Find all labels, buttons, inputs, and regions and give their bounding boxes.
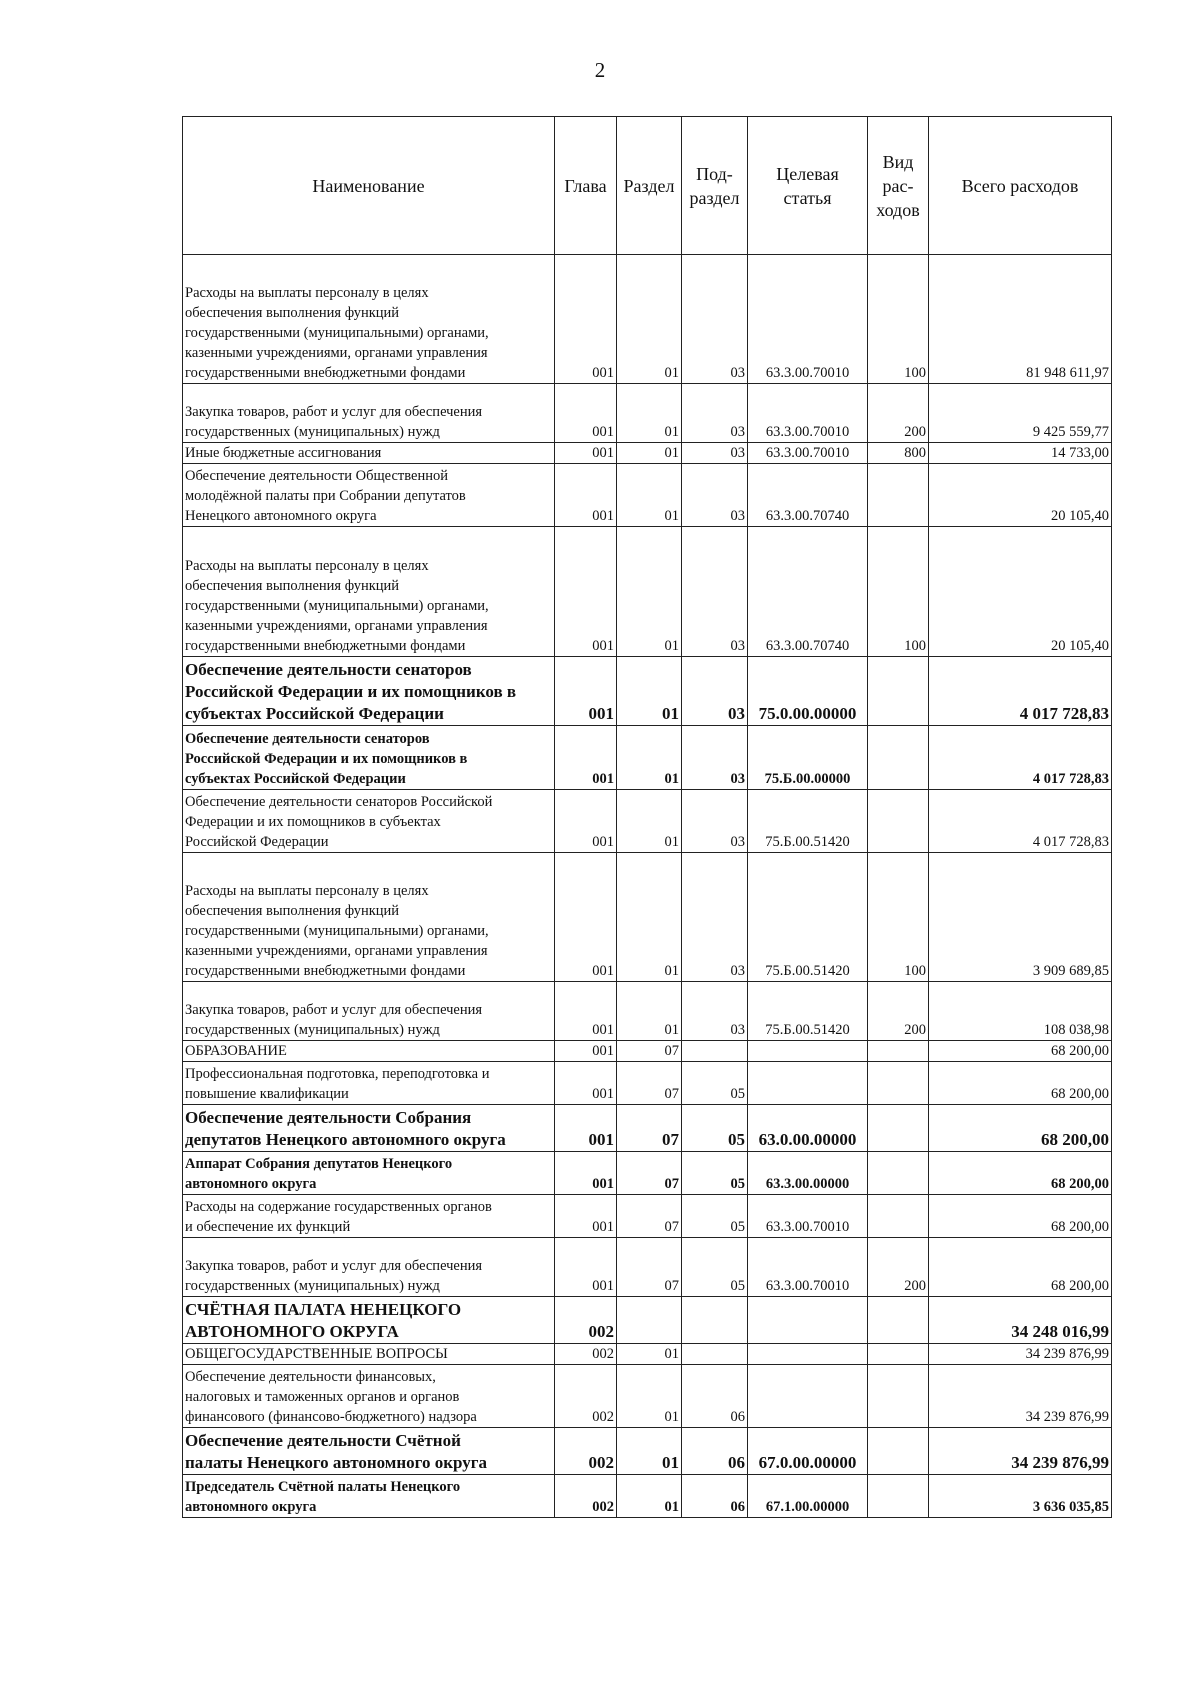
table-row: [183, 1344, 1112, 1365]
row-podrazdel: [682, 1344, 748, 1365]
row-glava: 001: [555, 464, 617, 527]
table-row: [183, 982, 1112, 1041]
row-glava: 001: [555, 853, 617, 982]
row-vid: [868, 790, 929, 853]
table-row: [183, 1152, 1112, 1195]
row-total: 68 200,00: [929, 1041, 1112, 1062]
row-name: ОБРАЗОВАНИЕ: [183, 1041, 555, 1062]
row-total: 14 733,00: [929, 443, 1112, 464]
row-razdel: 01: [617, 384, 682, 443]
row-vid: [868, 726, 929, 790]
row-razdel: 07: [617, 1195, 682, 1238]
row-vid: 100: [868, 853, 929, 982]
row-name: Обеспечение деятельности финансовых, налоговых и таможенных органов и органов финансового (финансово-бюджетного) надзора: [183, 1365, 555, 1428]
row-podrazdel: 05: [682, 1195, 748, 1238]
row-total: 34 239 876,99: [929, 1344, 1112, 1365]
table-row: [183, 1062, 1112, 1105]
table-row: [183, 657, 1112, 726]
row-statya: 63.3.00.00000: [748, 1152, 868, 1195]
table-row: [183, 255, 1112, 384]
row-glava: 001: [555, 657, 617, 726]
row-name: Расходы на выплаты персоналу в целях обеспечения выполнения функций государственными (муниципальными) органами, казенными учреждениями, органами управления государственными внебюджетными фондами: [183, 527, 555, 657]
row-razdel: 07: [617, 1238, 682, 1297]
row-glava: 001: [555, 982, 617, 1041]
row-glava: 001: [555, 1105, 617, 1152]
row-glava: 002: [555, 1475, 617, 1518]
header-statya: Целевая статья: [748, 117, 868, 255]
row-statya: 63.0.00.00000: [748, 1105, 868, 1152]
row-statya: 63.3.00.70740: [748, 464, 868, 527]
row-podrazdel: 03: [682, 982, 748, 1041]
row-podrazdel: 06: [682, 1428, 748, 1475]
row-statya: 67.0.00.00000: [748, 1428, 868, 1475]
row-statya: 75.Б.00.51420: [748, 853, 868, 982]
row-total: 34 239 876,99: [929, 1428, 1112, 1475]
table-row: [183, 1105, 1112, 1152]
row-razdel: 01: [617, 527, 682, 657]
row-statya: [748, 1062, 868, 1105]
row-podrazdel: 03: [682, 527, 748, 657]
row-statya: [748, 1365, 868, 1428]
row-glava: 001: [555, 1062, 617, 1105]
row-podrazdel: [682, 1041, 748, 1062]
row-total: 68 200,00: [929, 1152, 1112, 1195]
row-total: 4 017 728,83: [929, 790, 1112, 853]
row-name: СЧЁТНАЯ ПАЛАТА НЕНЕЦКОГО АВТОНОМНОГО ОКРУГА: [183, 1297, 555, 1344]
row-name: Председатель Счётной палаты Ненецкого автономного округа: [183, 1475, 555, 1518]
row-name: Закупка товаров, работ и услуг для обеспечения государственных (муниципальных) нужд: [183, 1238, 555, 1297]
row-vid: [868, 1428, 929, 1475]
budget-table: [182, 116, 1112, 1518]
row-podrazdel: 05: [682, 1152, 748, 1195]
row-vid: [868, 1475, 929, 1518]
row-name: Обеспечение деятельности Собрания депутатов Ненецкого автономного округа: [183, 1105, 555, 1152]
row-glava: 002: [555, 1344, 617, 1365]
row-vid: [868, 1152, 929, 1195]
row-total: 68 200,00: [929, 1238, 1112, 1297]
row-vid: [868, 1062, 929, 1105]
header-vid: Вид рас- ходов: [868, 117, 929, 255]
header-glava: Глава: [555, 117, 617, 255]
table-body: [183, 255, 1112, 1518]
table-row: [183, 464, 1112, 527]
row-name: Закупка товаров, работ и услуг для обеспечения государственных (муниципальных) нужд: [183, 982, 555, 1041]
row-statya: 63.3.00.70010: [748, 1238, 868, 1297]
row-razdel: 01: [617, 1344, 682, 1365]
table-row: [183, 1041, 1112, 1062]
row-statya: [748, 1344, 868, 1365]
row-name: Закупка товаров, работ и услуг для обеспечения государственных (муниципальных) нужд: [183, 384, 555, 443]
row-razdel: 07: [617, 1105, 682, 1152]
header-name: Наименование: [183, 117, 555, 255]
row-razdel: 07: [617, 1152, 682, 1195]
row-podrazdel: 05: [682, 1238, 748, 1297]
row-total: 4 017 728,83: [929, 726, 1112, 790]
row-vid: [868, 1344, 929, 1365]
row-statya: 63.3.00.70740: [748, 527, 868, 657]
row-podrazdel: 06: [682, 1365, 748, 1428]
row-podrazdel: 05: [682, 1105, 748, 1152]
table-header-row: [183, 117, 1112, 255]
row-vid: 100: [868, 527, 929, 657]
row-vid: [868, 464, 929, 527]
row-glava: 001: [555, 1041, 617, 1062]
row-podrazdel: 03: [682, 384, 748, 443]
table-row: [183, 527, 1112, 657]
row-podrazdel: 03: [682, 853, 748, 982]
row-statya: 63.3.00.70010: [748, 1195, 868, 1238]
row-vid: [868, 1297, 929, 1344]
row-name: Расходы на выплаты персоналу в целях обеспечения выполнения функций государственными (муниципальными) органами, казенными учреждениями, органами управления государственными внебюджетными фондами: [183, 255, 555, 384]
row-glava: 001: [555, 790, 617, 853]
row-total: 108 038,98: [929, 982, 1112, 1041]
header-razdel: Раздел: [617, 117, 682, 255]
row-statya: 67.1.00.00000: [748, 1475, 868, 1518]
row-podrazdel: 03: [682, 790, 748, 853]
row-total: 20 105,40: [929, 464, 1112, 527]
row-glava: 001: [555, 384, 617, 443]
row-total: 3 636 035,85: [929, 1475, 1112, 1518]
row-name: Обеспечение деятельности сенаторов Российской Федерации и их помощников в субъектах Российской Федерации: [183, 726, 555, 790]
row-name: Профессиональная подготовка, переподготовка и повышение квалификации: [183, 1062, 555, 1105]
row-name: Обеспечение деятельности сенаторов Российской Федерации и их помощников в субъектах Российской Федерации: [183, 790, 555, 853]
table-row: [183, 1195, 1112, 1238]
row-razdel: 01: [617, 657, 682, 726]
header-total: Всего расходов: [929, 117, 1112, 255]
table-row: [183, 853, 1112, 982]
row-name: Обеспечение деятельности Общественной молодёжной палаты при Собрании депутатов Ненецкого автономного округа: [183, 464, 555, 527]
row-statya: [748, 1297, 868, 1344]
row-glava: 001: [555, 1238, 617, 1297]
row-statya: 75.Б.00.51420: [748, 982, 868, 1041]
row-podrazdel: 03: [682, 255, 748, 384]
row-razdel: [617, 1297, 682, 1344]
row-total: 81 948 611,97: [929, 255, 1112, 384]
row-vid: 800: [868, 443, 929, 464]
row-statya: [748, 1041, 868, 1062]
row-glava: 001: [555, 255, 617, 384]
row-glava: 001: [555, 527, 617, 657]
row-statya: 63.3.00.70010: [748, 443, 868, 464]
row-glava: 002: [555, 1297, 617, 1344]
row-razdel: 01: [617, 1365, 682, 1428]
row-podrazdel: 06: [682, 1475, 748, 1518]
table-row: [183, 726, 1112, 790]
row-name: ОБЩЕГОСУДАРСТВЕННЫЕ ВОПРОСЫ: [183, 1344, 555, 1365]
row-podrazdel: [682, 1297, 748, 1344]
row-razdel: 01: [617, 726, 682, 790]
row-total: 3 909 689,85: [929, 853, 1112, 982]
row-podrazdel: 03: [682, 443, 748, 464]
row-vid: [868, 1195, 929, 1238]
row-razdel: 01: [617, 1475, 682, 1518]
row-total: 68 200,00: [929, 1062, 1112, 1105]
table-row: [183, 1365, 1112, 1428]
row-total: 4 017 728,83: [929, 657, 1112, 726]
row-razdel: 01: [617, 1428, 682, 1475]
row-vid: 200: [868, 982, 929, 1041]
row-total: 68 200,00: [929, 1105, 1112, 1152]
row-vid: 200: [868, 384, 929, 443]
row-razdel: 01: [617, 443, 682, 464]
row-total: 20 105,40: [929, 527, 1112, 657]
row-podrazdel: 03: [682, 464, 748, 527]
row-total: 34 248 016,99: [929, 1297, 1112, 1344]
table-row: [183, 1428, 1112, 1475]
row-razdel: 01: [617, 255, 682, 384]
row-total: 9 425 559,77: [929, 384, 1112, 443]
row-glava: 001: [555, 1195, 617, 1238]
table-row: [183, 790, 1112, 853]
table-row: [183, 1475, 1112, 1518]
row-name: Расходы на выплаты персоналу в целях обеспечения выполнения функций государственными (муниципальными) органами, казенными учреждениями, органами управления государственными внебюджетными фондами: [183, 853, 555, 982]
row-total: 34 239 876,99: [929, 1365, 1112, 1428]
row-name: Расходы на содержание государственных органов и обеспечение их функций: [183, 1195, 555, 1238]
row-podrazdel: 03: [682, 726, 748, 790]
row-razdel: 01: [617, 853, 682, 982]
table-row: [183, 1238, 1112, 1297]
row-glava: 001: [555, 443, 617, 464]
row-vid: [868, 657, 929, 726]
row-name: Аппарат Собрания депутатов Ненецкого автономного округа: [183, 1152, 555, 1195]
row-vid: [868, 1365, 929, 1428]
row-vid: [868, 1105, 929, 1152]
row-statya: 63.3.00.70010: [748, 384, 868, 443]
row-podrazdel: 03: [682, 657, 748, 726]
row-razdel: 01: [617, 790, 682, 853]
row-name: Обеспечение деятельности Счётной палаты Ненецкого автономного округа: [183, 1428, 555, 1475]
row-podrazdel: 05: [682, 1062, 748, 1105]
row-name: Обеспечение деятельности сенаторов Российской Федерации и их помощников в субъектах Российской Федерации: [183, 657, 555, 726]
row-vid: 100: [868, 255, 929, 384]
table-row: [183, 1297, 1112, 1344]
row-razdel: 07: [617, 1041, 682, 1062]
row-glava: 001: [555, 1152, 617, 1195]
row-name: Иные бюджетные ассигнования: [183, 443, 555, 464]
row-razdel: 01: [617, 464, 682, 527]
row-razdel: 01: [617, 982, 682, 1041]
row-razdel: 07: [617, 1062, 682, 1105]
row-glava: 002: [555, 1428, 617, 1475]
page-number: 2: [594, 58, 606, 82]
row-glava: 002: [555, 1365, 617, 1428]
table-row: [183, 443, 1112, 464]
row-glava: 001: [555, 726, 617, 790]
row-statya: 75.0.00.00000: [748, 657, 868, 726]
row-statya: 75.Б.00.51420: [748, 790, 868, 853]
row-statya: 63.3.00.70010: [748, 255, 868, 384]
row-total: 68 200,00: [929, 1195, 1112, 1238]
table-row: [183, 384, 1112, 443]
row-statya: 75.Б.00.00000: [748, 726, 868, 790]
row-vid: 200: [868, 1238, 929, 1297]
row-vid: [868, 1041, 929, 1062]
header-podrazdel: Под- раздел: [682, 117, 748, 255]
